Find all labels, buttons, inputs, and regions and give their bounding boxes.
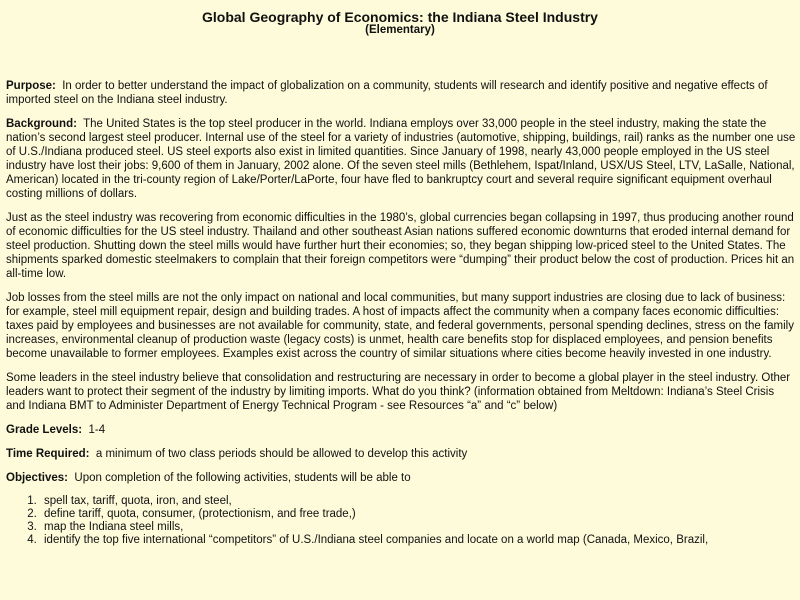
grade-levels-text: 1-4 — [88, 424, 106, 436]
purpose-text: In order to better understand the impact of globalization on a community, students will research and identify positive and negative effects of imported steel on the Indiana steel industry. — [6, 80, 768, 106]
grade-levels-paragraph — [6, 423, 796, 437]
list-item: 2. define tariff, quota, consumer, (protectionism, and free trade,) — [40, 508, 796, 521]
document-body — [6, 79, 796, 547]
purpose-paragraph — [6, 79, 796, 107]
time-required-paragraph — [6, 447, 796, 461]
purpose-label: Purpose: — [6, 80, 56, 92]
list-item: 1. spell tax, tariff, quota, iron, and steel, — [40, 495, 796, 508]
page-title: Global Geography of Economics: the Indiana Steel Industry — [202, 9, 598, 25]
objectives-list — [6, 495, 796, 547]
time-required-label: Time Required: — [6, 448, 90, 460]
objectives-text: Upon completion of the following activities, students will be able to — [74, 472, 411, 484]
list-item: 3. map the Indiana steel mills, — [40, 521, 796, 534]
background-paragraph — [6, 117, 796, 201]
currency-collapse-paragraph: Just as the steel industry was recovering from economic difficulties in the 1980’s, global currencies began collapsing in 1997, thus producing another round of economic difficulties for the US steel industry. Thailand and other southeast Asian nations suffered economic downturns that eroded internal demand for steel production. Shutting down the steel mills would have further hurt their economies; so, they began shipping low-priced steel to the United States. The shipments sparked domestic steelmakers to complain that their foreign competitors were “dumping” their product below the cost of production. Prices hit an all-time low. — [6, 212, 795, 280]
grade-levels-label: Grade Levels: — [6, 424, 83, 436]
list-item: 4. identify the top five international “competitors” of U.S./Indiana steel companies and locate on a world map (Canada, Mexico, Brazil, — [40, 534, 796, 547]
time-required-text: a minimum of two class periods should be allowed to develop this activity — [95, 448, 468, 460]
industry-leaders-paragraph: Some leaders in the steel industry believe that consolidation and restructuring are necessary in order to become a global player in the steel industry. Other leaders want to protect their segment of the industry by limiting imports. What do you think? (information obtained from Meltdown: Indiana’s Steel Crisis and Indiana BMT to Administer Department of Energy Technical Program - see Resources “a” and “c” below) — [6, 372, 791, 412]
job-losses-paragraph: Job losses from the steel mills are not the only impact on national and local communities, but many support industries are closing due to lack of business: for example, steel mill equipment repair, design and building trades. A host of impacts affect the community when a company faces economic difficulties: taxes paid by employees and businesses are not available for community, state, and federal governments, personal spending declines, stress on the family increases, environmental cleanup of production waste (legacy costs) is unmet, health care benefits stop for displaced employees, and pension benefits become unavailable to former employees. Examples exist across the country of similar situations where cities become heavily invested in one industry. — [6, 292, 794, 360]
objectives-paragraph — [6, 471, 796, 485]
page-subtitle: (Elementary) — [365, 24, 435, 36]
objectives-label: Objectives: — [6, 472, 68, 484]
background-text: The United States is the top steel producer in the world. Indiana employs over 33,000 people in the steel industry, making the state the nation’s second largest steel producer. Internal use of the steel for a variety of industries (automotive, shipping, buildings, rail) ranks as the number one use of U.S./Indiana produced steel. US steel exports also exist in limited quantities. Since January of 1998, nearly 43,000 people employed in the US steel industry have lost their jobs: 9,600 of them in January, 2002 alone. Of the seven steel mills (Bethlehem, Ispat/Inland, USX/US Steel, LTV, LaSalle, National, American) located in the tri-county region of Lake/Porter/LaPorte, four have fled to bankruptcy court and several require significant equipment overhaul costing millions of dollars. — [6, 118, 796, 200]
background-label: Background: — [6, 118, 77, 130]
